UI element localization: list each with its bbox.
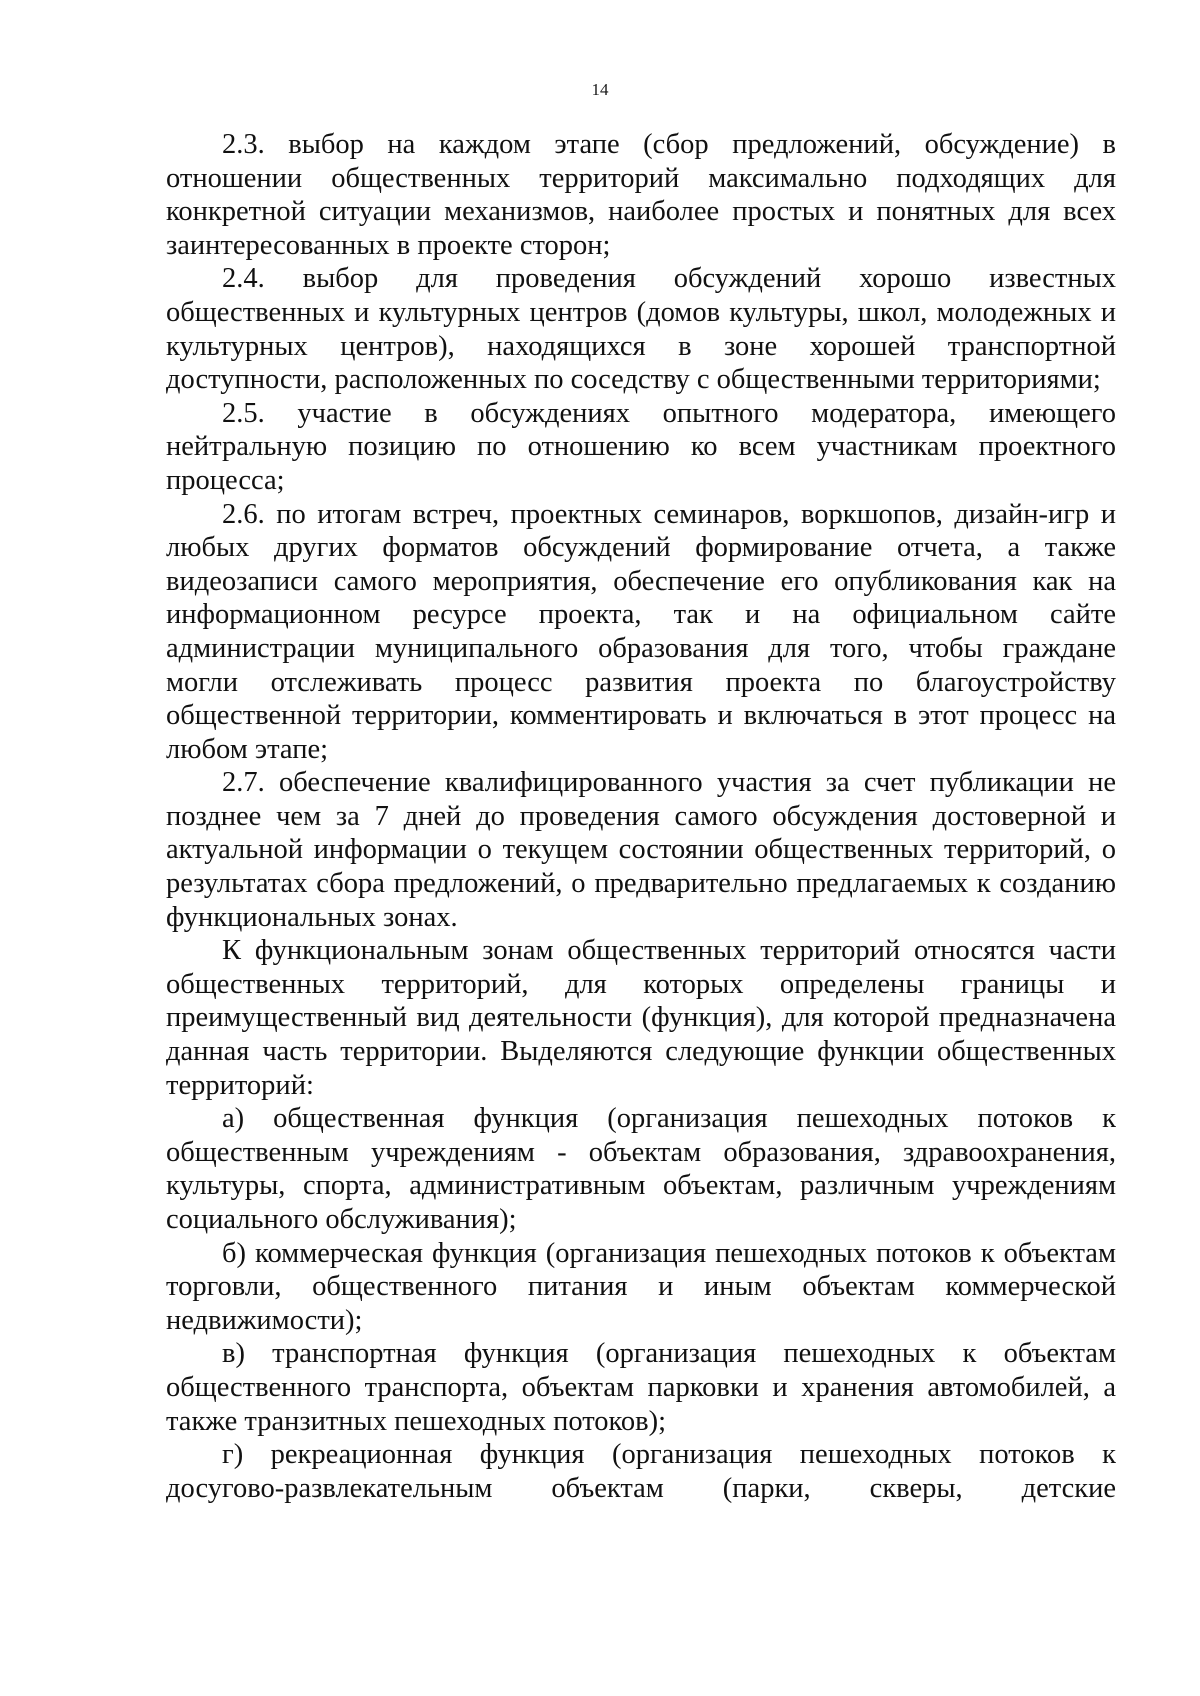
document-body — [166, 128, 1116, 1505]
paragraph-2-6: 2.6. по итогам встреч, проектных семинаров, воркшопов, дизайн-игр и любых других форматов обсуждений формирование отчета, а также видеозаписи самого мероприятия, обеспечение его опубликования как на информационном ресурсе проекта, так и на официальном сайте администрации муниципального образования для того, чтобы граждане могли отслеживать процесс развития проекта по благоустройству общественной территории, комментировать и включаться в этот процесс на любом этапе; — [166, 498, 1116, 765]
paragraph-2-4: 2.4. выбор для проведения обсуждений хорошо известных общественных и культурных центров (домов культуры, школ, молодежных и культурных центров), находящихся в зоне хорошей транспортной доступности, расположенных по соседству с общественными территориями; — [166, 263, 1116, 396]
paragraph-function-a: а) общественная функция (организация пешеходных потоков к общественным учреждениям - объектам образования, здравоохранения, культуры, спорта, административным объектам, различным учреждениям социального обслуживания); — [166, 1103, 1116, 1235]
paragraph-function-v: в) транспортная функция (организация пешеходных к объектам общественного транспорта, объектам парковки и хранения автомобилей, а также транзитных пешеходных потоков); — [166, 1338, 1116, 1437]
paragraph-2-3: 2.3. выбор на каждом этапе (сбор предложений, обсуждение) в отношении общественных территорий максимально подходящих для конкретной ситуации механизмов, наиболее простых и понятных для всех заинтересованных в проекте сторон; — [166, 129, 1116, 261]
page-number: 14 — [591, 80, 609, 99]
paragraph-functional-zones: К функциональным зонам общественных территорий относятся части общественных территорий, для которых определены границы и преимущественный вид деятельности (функция), для которой предназначена данная часть территории. Выделяются следующие функции общественных территорий: — [166, 935, 1116, 1101]
paragraph-function-b: б) коммерческая функция (организация пешеходных потоков к объектам торговли, общественного питания и иным объектам коммерческой недвижимости); — [166, 1237, 1116, 1336]
paragraph-2-7: 2.7. обеспечение квалифицированного участия за счет публикации не позднее чем за 7 дней до проведения самого обсуждения достоверной и актуальной информации о текущем состоянии общественных территорий, о результатах сбора предложений, о предварительно предлагаемых к созданию функциональных зонах. — [166, 767, 1116, 933]
paragraph-2-5: 2.5. участие в обсуждениях опытного модератора, имеющего нейтральную позицию по отношению ко всем участникам проектного процесса; — [166, 397, 1116, 496]
paragraph-function-g: г) рекреационная функция (организация пешеходных потоков к досугово-развлекательным объектам (парки, скверы, детские — [166, 1439, 1116, 1504]
